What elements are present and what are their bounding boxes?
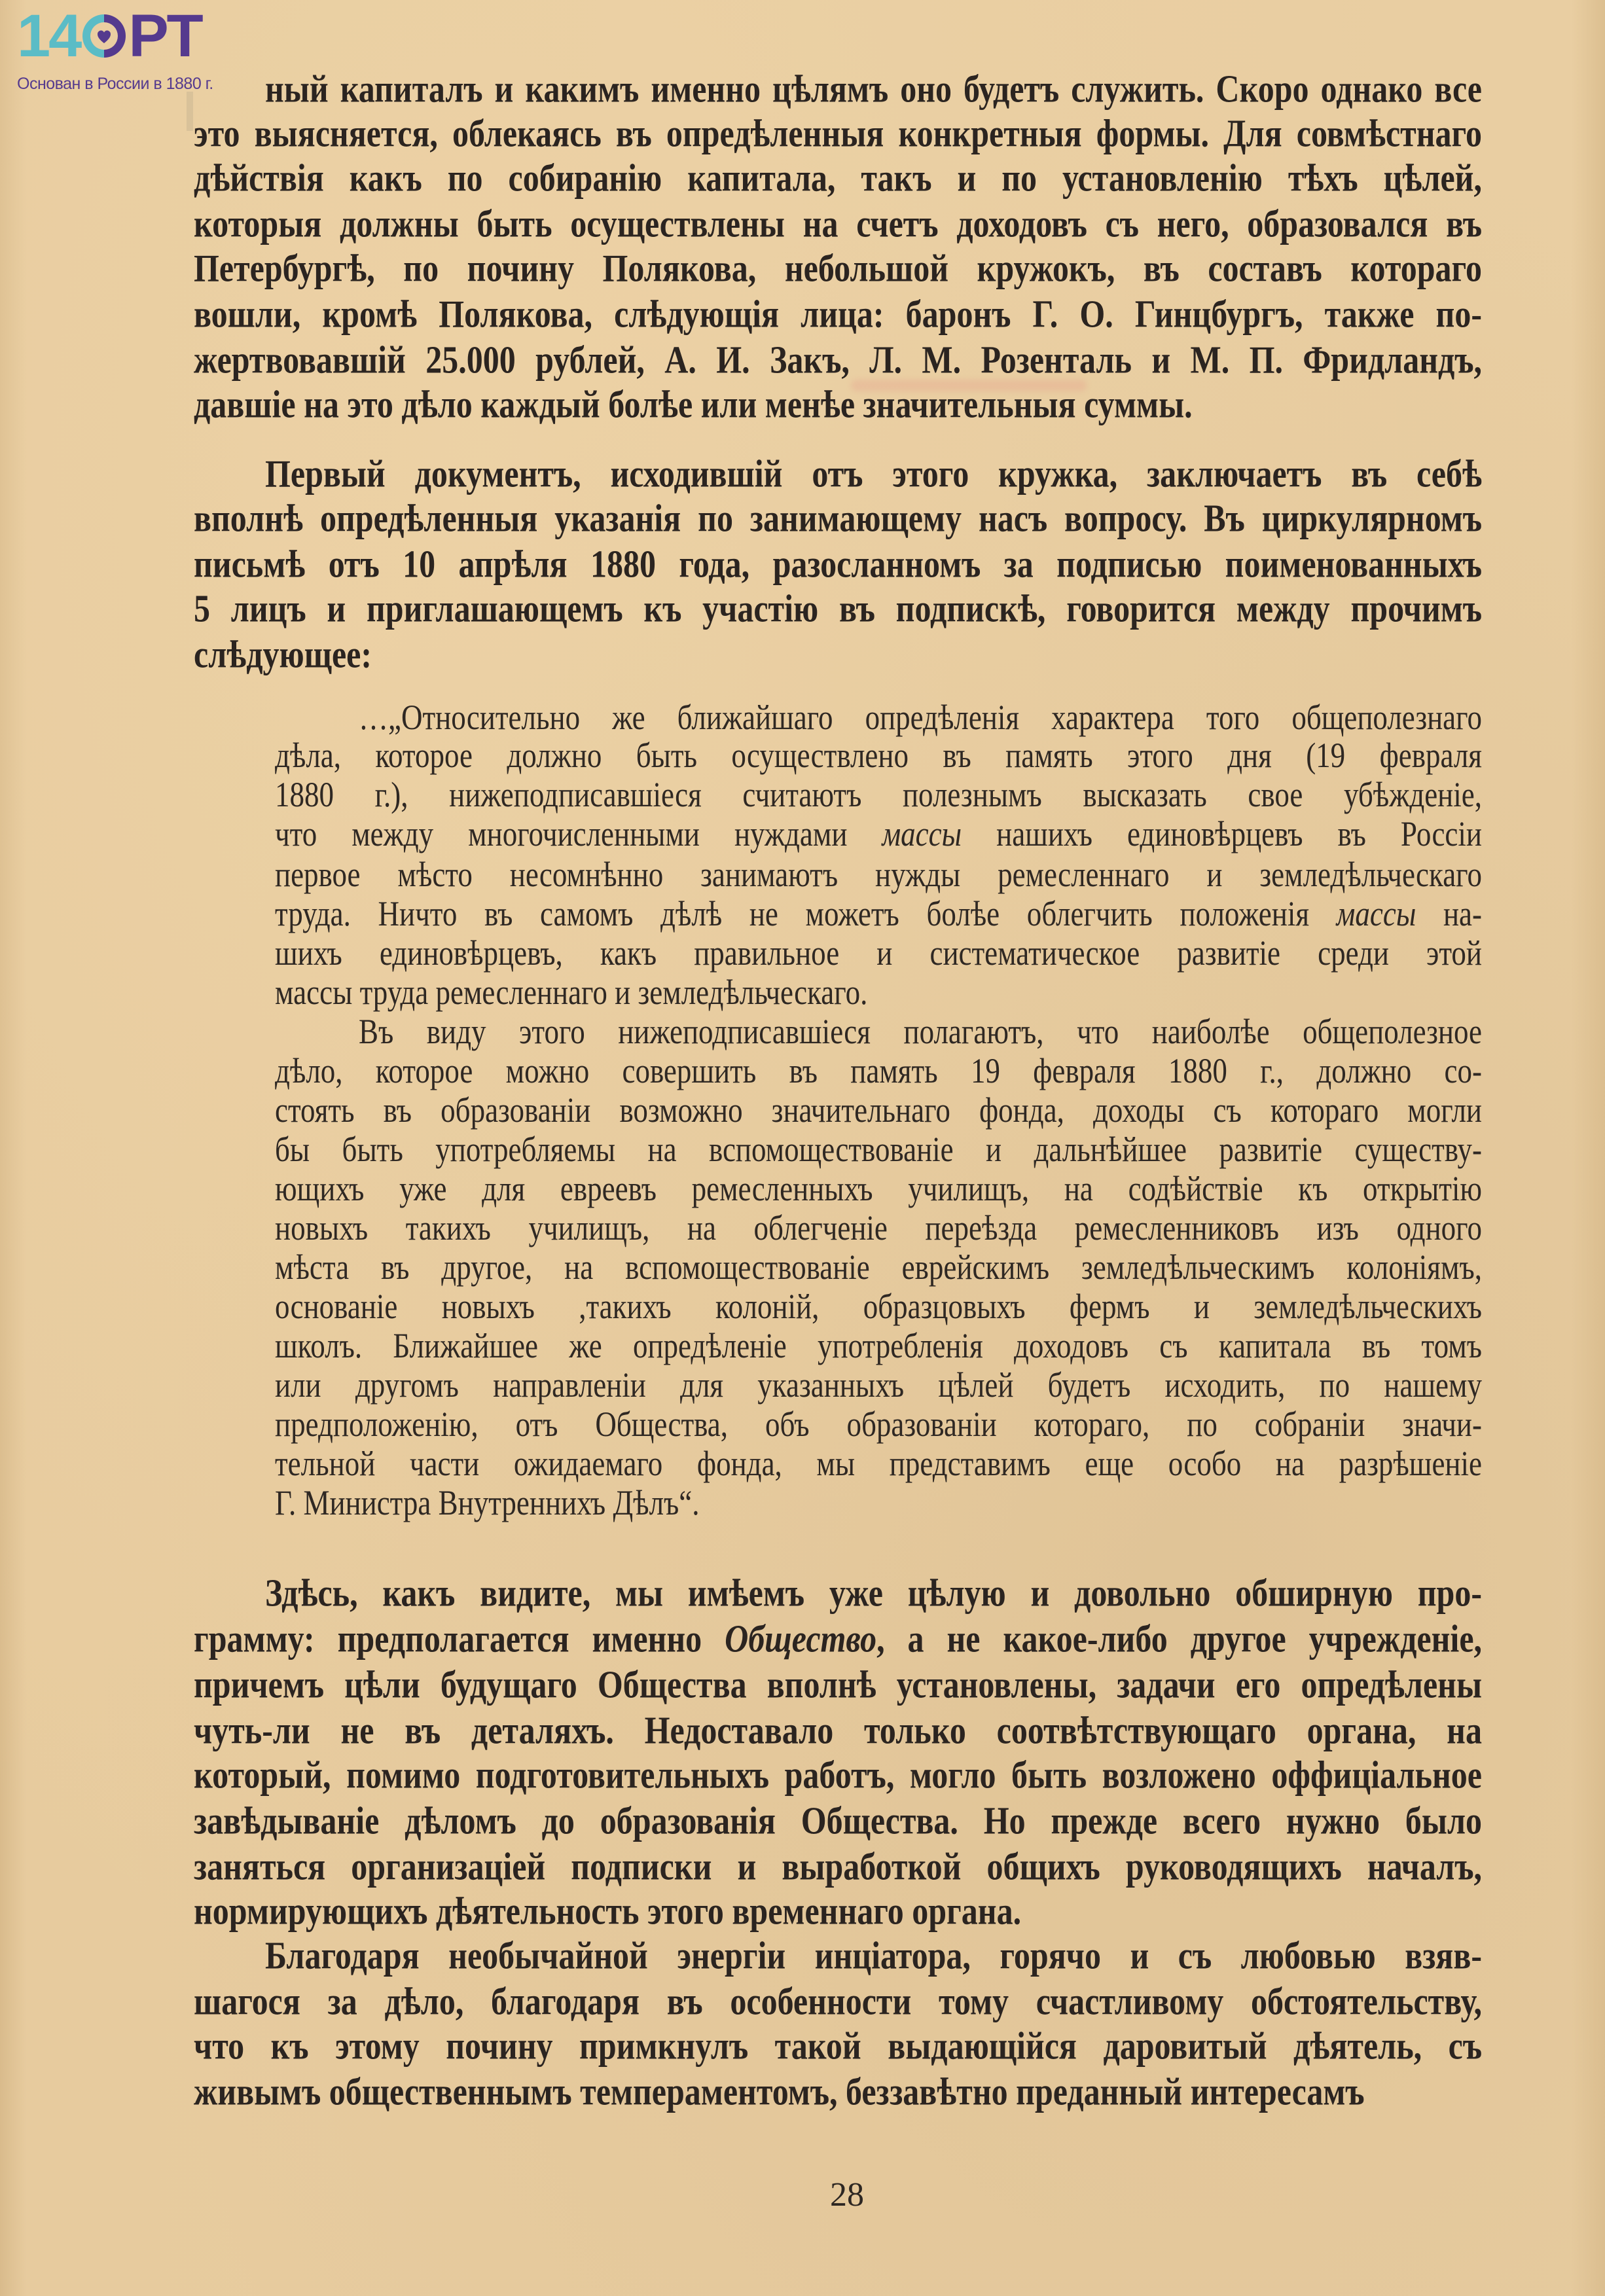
quote-line: тельной части ожидаемаго фонда, мы представимъ еще особо на разрѣшеніе <box>275 1444 1482 1483</box>
logo-mark <box>17 3 213 69</box>
paragraph-line: что къ этому почину примкнулъ такой выдающійся даровитый дѣятель, съ <box>194 2024 1482 2068</box>
paragraph-line: давшіе на это дѣло каждый болѣе или менѣе значительныя суммы. <box>194 382 1193 426</box>
emphasized-word: массы <box>1336 894 1416 933</box>
paragraph-line: который, помимо подготовительныхъ работъ, могло быть возложено оффиціальное <box>194 1753 1482 1797</box>
logo-number: 14 <box>17 3 81 69</box>
paragraph-line: шагося за дѣло, благодаря въ особенности тому счастливому обстоятельству, <box>194 1979 1482 2023</box>
quote-line: дѣла, которое должно быть осуществлено въ память этого дня (19 февраля <box>275 736 1482 775</box>
quote-line: 1880 г.), нижеподписавшіеся считаютъ полезнымъ высказать свое убѣжденіе, <box>275 775 1482 814</box>
paragraph-line: дѣйствія какъ по собиранію капитала, такъ и по установленію тѣхъ цѣлей, <box>194 156 1482 200</box>
logo-tagline: Основан в России в 1880 г. <box>17 75 213 93</box>
quote-line: …„Относительно же ближайшаго опредѣленія характера того общеполезнаго <box>359 698 1482 737</box>
paragraph-line: слѣдующее: <box>194 632 372 676</box>
quote-line: что между многочисленными нуждами массы нашихъ единовѣрцевъ въ Россіи <box>275 814 1482 853</box>
paragraph-line: завѣдываніе дѣломъ до образованія Общества. Но прежде всего нужно было <box>194 1799 1482 1842</box>
paragraph-line: 5 лицъ и приглашающемъ къ участію въ подпискѣ, говорится между прочимъ <box>194 586 1482 630</box>
logo-letters: РТ <box>128 3 202 69</box>
quote-line: стоять въ образованіи возможно значительнаго фонда, доходы съ котораго могли <box>275 1090 1482 1130</box>
paragraph-line: ный капиталъ и какимъ именно цѣлямъ оно будетъ служить. Скоро однако все <box>265 67 1482 111</box>
quote-line: школъ. Ближайшее же опредѣленіе употребленія доходовъ съ капитала въ томъ <box>275 1326 1482 1365</box>
emphasized-word: Общество <box>725 1617 877 1660</box>
quote-line: бы быть употребляемы на вспомоществованіе и дальнѣйшее развитіе существу- <box>275 1130 1482 1169</box>
paragraph-line: жертвовавшій 25.000 рублей, А. И. Закъ, Л. М. Розенталь и М. П. Фридландъ, <box>194 338 1482 382</box>
quote-line: дѣло, которое можно совершить въ память 19 февраля 1880 г., должно со- <box>275 1051 1482 1090</box>
paragraph-line: Благодаря необычайной энергіи инціатора, горячо и съ любовью взяв- <box>265 1933 1482 1977</box>
paper-stain <box>187 92 193 131</box>
paragraph-line: заняться организаціей подписки и выработкой общихъ руководящихъ началъ, <box>194 1844 1482 1888</box>
page-number: 28 <box>830 2176 864 2214</box>
paragraph-line: Первый документъ, исходившій отъ этого кружка, заключаетъ въ себѣ <box>265 452 1482 495</box>
paragraph-line: которыя должны быть осуществлены на счетъ доходовъ съ него, образовался въ <box>194 202 1482 245</box>
quote-line: труда. Ничто въ самомъ дѣлѣ не можетъ болѣе облегчить положенія массы на- <box>275 894 1482 933</box>
quote-line: предположенію, отъ Общества, объ образованіи котораго, по собраніи значи- <box>275 1405 1482 1444</box>
quote-line: ющихъ уже для евреевъ ремесленныхъ училищъ, на содѣйствіе къ открытію <box>275 1169 1482 1208</box>
paragraph-line: это выясняется, облекаясь въ опредѣленныя конкретныя формы. Для совмѣстнаго <box>194 111 1482 155</box>
paragraph-line: Петербургѣ, по почину Полякова, небольшой кружокъ, въ составъ котораго <box>194 246 1482 290</box>
paragraph-line: вошли, кромѣ Полякова, слѣдующія лица: баронъ Г. О. Гинцбургъ, также по- <box>194 292 1482 336</box>
emphasized-word: массы <box>882 814 962 853</box>
quote-line: или другомъ направленіи для указанныхъ цѣлей будетъ исходить, по нашему <box>275 1365 1482 1405</box>
quote-line: первое мѣсто несомнѣнно занимаютъ нужды ремесленнаго и земледѣльческаго <box>275 855 1482 894</box>
paragraph-line: Здѣсь, какъ видите, мы имѣемъ уже цѣлую и довольно обширную про- <box>265 1571 1482 1615</box>
paragraph-line: причемъ цѣли будущаго Общества вполнѣ установлены, задачи его опредѣлены <box>194 1662 1482 1706</box>
paragraph-line: нормирующихъ дѣятельность этого временнаго органа. <box>194 1889 1022 1933</box>
paragraph-line: грамму: предполагается именно Общество, а не какое-либо другое учрежденіе, <box>194 1617 1483 1660</box>
quote-line: шихъ единовѣрцевъ, какъ правильное и систематическое развитіе среди этой <box>275 933 1482 973</box>
paragraph-line: живымъ общественнымъ темпераментомъ, беззавѣтно преданный интересамъ <box>194 2070 1365 2113</box>
quote-line: мѣста въ другое, на вспомоществованіе еврейскимъ земледѣльческимъ колоніямъ, <box>275 1247 1482 1287</box>
paragraph-line: чуть-ли не въ деталяхъ. Недоставало только соотвѣтствующаго органа, на <box>194 1708 1482 1752</box>
quote-line: новыхъ такихъ училищъ, на облегченіе переѣзда ремесленниковъ изъ одного <box>275 1208 1482 1247</box>
quote-line: основаніе новыхъ ,такихъ колоній, образцовыхъ фермъ и земледѣльческихъ <box>275 1287 1482 1326</box>
quote-line: Г. Министра Внутреннихъ Дѣлъ“. <box>275 1483 700 1522</box>
quote-line: массы труда ремесленнаго и земледѣльческаго. <box>275 973 868 1012</box>
quote-line: Въ виду этого нижеподписавшіеся полагаютъ, что наиболѣе общеполезное <box>359 1012 1482 1051</box>
paragraph-line: вполнѣ опредѣленныя указанія по занимающему насъ вопросу. Въ циркулярномъ <box>194 496 1482 540</box>
heart-icon <box>81 13 127 59</box>
paragraph-line: письмѣ отъ 10 апрѣля 1880 года, разосланномъ за подписью поименованныхъ <box>194 542 1482 586</box>
orf-logo <box>17 3 213 94</box>
